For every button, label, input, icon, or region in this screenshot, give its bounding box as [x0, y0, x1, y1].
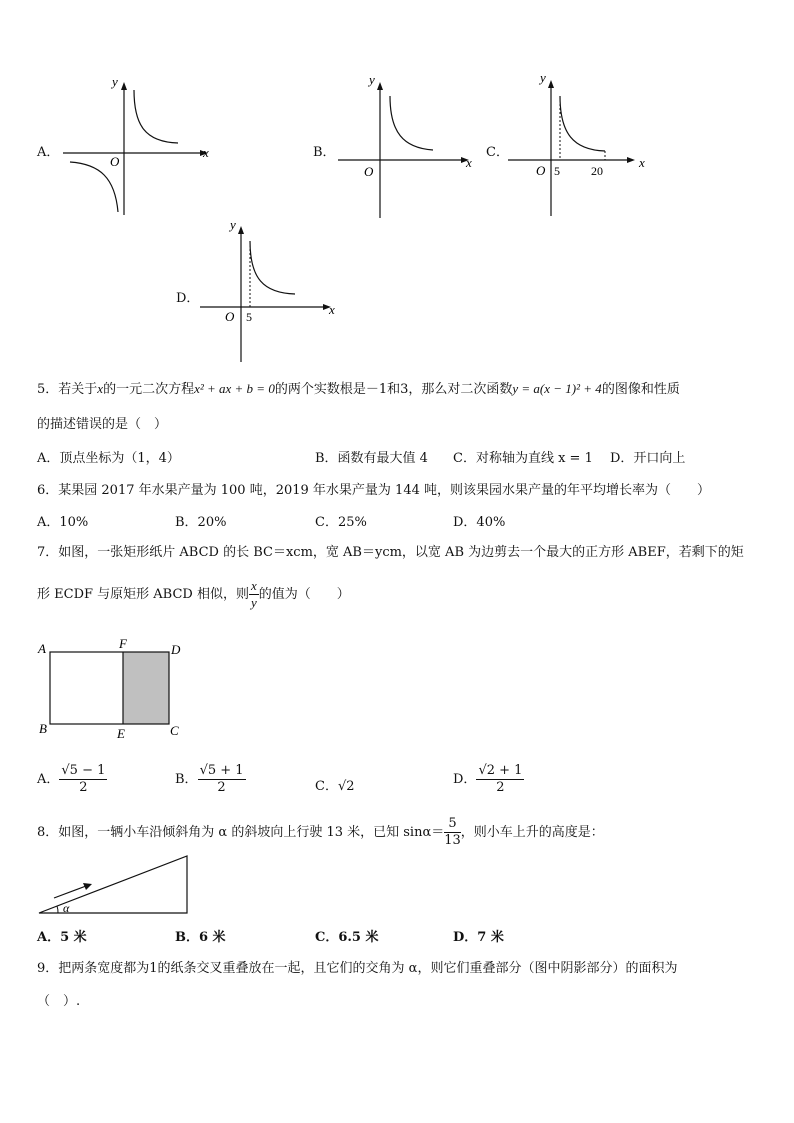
- q7-option-d-frac: [476, 763, 524, 796]
- q6-text: 6．某果园 2017 年水果产量为 100 吨，2019 年水果产量为 144 吨，则该果园水果产量的年平均增长率为（ ）: [37, 483, 710, 498]
- q5-mid3: 的图像和性质: [601, 382, 680, 397]
- q7-label-e: E: [117, 726, 125, 738]
- graph-b-x-label: x: [466, 155, 472, 170]
- q5-option-c: C．对称轴为直线 x = 1: [453, 451, 593, 466]
- q8-fraction: [444, 816, 461, 849]
- graph-d: [197, 214, 347, 366]
- graph-b-curve: [390, 96, 433, 150]
- q8-slope-figure: [36, 852, 196, 918]
- q8-frac-num: 5: [444, 816, 461, 833]
- q9-line2: （ ）.: [37, 994, 81, 1009]
- graph-c-x-label: x: [639, 155, 645, 170]
- q7-label-c: C: [170, 723, 179, 738]
- q5-var: x: [97, 381, 104, 396]
- q5-equation: x² + ax + b = 0: [194, 381, 275, 396]
- q5-mid2: 的两个实数根是－1和3，那么对二次函数: [274, 382, 513, 397]
- q7-line1: 7．如图，一张矩形纸片 ABCD 的长 BC＝xcm，宽 AB＝ycm，以宽 AB 为边剪去一个最大的正方形 ABEF，若剩下的矩: [37, 545, 744, 560]
- q8-text-a: 8．如图，一辆小车沿倾斜角为 α 的斜坡向上行驶 13 米，已知 sinα＝: [37, 825, 445, 840]
- q7-frac-num: x: [250, 578, 257, 593]
- graph-a-curve-upper: [134, 90, 178, 143]
- graph-c-label: C．: [486, 145, 509, 160]
- q8-option-d: D．7 米: [453, 930, 504, 945]
- q6-option-b: B．20%: [175, 515, 227, 530]
- q8-frac-den: 13: [444, 833, 461, 848]
- graph-b-origin: O: [364, 164, 374, 179]
- q7-option-c: [315, 775, 355, 794]
- graph-b-y-label: y: [369, 72, 375, 87]
- q8-triangle: [39, 856, 187, 913]
- graph-d-x-label: x: [329, 302, 335, 317]
- q7-option-b-num: √5 + 1: [199, 763, 244, 778]
- q8-angle-arc: [57, 906, 58, 913]
- q7-label-b: B: [39, 721, 47, 736]
- q7-option-a-frac: [59, 763, 107, 796]
- q7-option-b-label: B．: [175, 772, 198, 787]
- q5-option-b: B．函数有最大值 4: [315, 451, 428, 466]
- q7-fraction: [249, 578, 259, 611]
- q5-line2: 的描述错误的是（ ）: [37, 417, 168, 432]
- graph-c: [505, 68, 650, 218]
- graph-a: [60, 70, 220, 220]
- q7-frac-den: y: [250, 595, 257, 610]
- graph-d-label: D．: [176, 291, 200, 306]
- graph-c-x-arrow: [627, 157, 635, 163]
- q7-line2-b: 的值为（ ）: [258, 587, 350, 602]
- q5-line1: [37, 378, 680, 397]
- q8-angle-label: α: [63, 901, 70, 915]
- graph-a-curve-lower: [70, 162, 118, 212]
- q7-option-b-frac: [198, 763, 246, 796]
- q6-option-c: C．25%: [315, 515, 367, 530]
- q7-shaded-rect-ecdf: [123, 652, 169, 724]
- q7-option-a-label: A．: [37, 772, 60, 787]
- q7-option-b: [175, 763, 246, 796]
- q7-option-d: [453, 763, 524, 796]
- graph-b-label: B．: [313, 145, 336, 160]
- q6-option-d: D．40%: [453, 515, 506, 530]
- graph-c-y-label: y: [540, 70, 546, 85]
- q7-option-d-den: 2: [496, 780, 505, 795]
- q7-option-a-den: 2: [79, 780, 88, 795]
- graph-d-curve: [250, 241, 295, 294]
- q7-option-c-label: C．: [315, 779, 338, 794]
- q8-text: [37, 816, 604, 849]
- graph-c-origin: O: [536, 163, 546, 178]
- graph-c-curve: [560, 96, 605, 151]
- graph-c-tick-5: 5: [554, 164, 560, 178]
- graph-a-x-label: x: [203, 145, 209, 160]
- graph-d-y-arrow: [238, 226, 244, 234]
- q7-label-d: D: [171, 642, 181, 657]
- q7-option-d-label: D．: [453, 772, 477, 787]
- graph-d-origin: O: [225, 309, 235, 324]
- q8-option-c: C．6.5 米: [315, 930, 379, 945]
- graph-a-label: A．: [37, 145, 60, 160]
- q7-rectangle-figure: [36, 638, 196, 738]
- q7-option-b-den: 2: [217, 780, 226, 795]
- q5-mid1: 的一元二次方程: [103, 382, 195, 397]
- q7-label-f: F: [119, 638, 127, 651]
- graph-a-origin: O: [110, 154, 120, 169]
- q7-option-d-num: √2 + 1: [478, 763, 523, 778]
- q9-line1: 9．把两条宽度都为1的纸条交叉重叠放在一起，且它们的交角为 α，则它们重叠部分（图中阴影部分）的面积为: [37, 961, 678, 976]
- q7-option-a: [37, 763, 107, 796]
- q8-text-b: ，则小车上升的高度是：: [460, 825, 604, 840]
- q7-line2: [37, 578, 350, 611]
- graph-c-tick-20: 20: [591, 164, 603, 178]
- graph-c-y-arrow: [548, 80, 554, 88]
- q8-option-a: A．5 米: [37, 930, 87, 945]
- q7-option-c-value: √2: [337, 779, 355, 794]
- q5-function: y = a(x − 1)² + 4: [512, 381, 602, 396]
- graph-b-y-arrow: [377, 82, 383, 90]
- graph-b: [335, 70, 480, 220]
- q6-option-a: A．10%: [37, 515, 89, 530]
- q5-prefix: 5．若关于: [37, 382, 98, 397]
- q8-option-b: B．6 米: [175, 930, 226, 945]
- graph-a-y-label: y: [112, 74, 118, 89]
- q5-option-d: D．开口向上: [610, 451, 686, 466]
- q7-line2-a: 形 ECDF 与原矩形 ABCD 相似，则: [37, 587, 249, 602]
- q7-label-a: A: [38, 641, 46, 656]
- graph-d-y-label: y: [230, 217, 236, 232]
- q7-option-a-num: √5 − 1: [61, 763, 106, 778]
- graph-a-y-arrow: [121, 82, 127, 90]
- graph-d-tick-5: 5: [246, 310, 252, 324]
- q5-option-a: A．顶点坐标为（1，4）: [37, 451, 180, 466]
